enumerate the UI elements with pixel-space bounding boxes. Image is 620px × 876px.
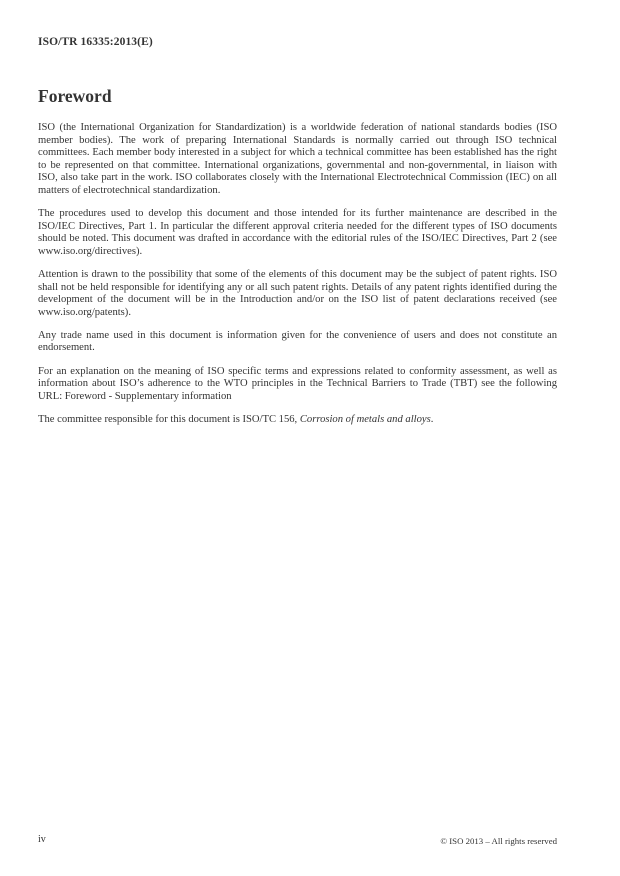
paragraph-procedures: The procedures used to develop this document and those intended for its further maintenance are described in the ISO/IEC Directives, Part 1. In particular the different approval criteria needed for the different types of ISO documents should be noted. This document was drafted in accordance with the editorial rules of the ISO/IEC Directives, Part 2 (see www.iso.org/directives).	[38, 208, 557, 257]
paragraph-iso-federation: ISO (the International Organization for Standardization) is a worldwide federation of national standards bodies (ISO member bodies). The work of preparing International Standards is normally carried out through ISO technical committees. Each member body interested in a subject for which a technical committee has been established has the right to be represented on that committee. International organizations, governmental and non-governmental, in liaison with ISO, also take part in the work. ISO collaborates closely with the International Electrotechnical Commission (IEC) on all matters of electrotechnical standardization.	[38, 122, 557, 196]
committee-text-suffix: .	[430, 413, 434, 425]
footer-page-number: iv	[38, 834, 46, 845]
paragraph-trade-name: Any trade name used in this document is information given for the convenience of users and does not constitute an endorsement.	[38, 329, 557, 354]
document-code: ISO/TR 16335:2013(E)	[38, 36, 153, 48]
paragraph-committee	[38, 414, 557, 427]
page-content	[38, 86, 557, 437]
paragraph-wto-tbt: For an explanation on the meaning of ISO specific terms and expressions related to conformity assessment, as well as information about ISO’s adherence to the WTO principles in the Technical Barriers to Trade (TBT) see the following URL: Foreword - Supplementary information	[38, 365, 557, 402]
paragraph-patent-rights: Attention is drawn to the possibility that some of the elements of this document may be the subject of patent rights. ISO shall not be held responsible for identifying any or all such patent rights. Details of any patent rights identified during the development of the document will be in the Introduction and/or on the ISO list of patent declarations received (see www.iso.org/patents).	[38, 268, 557, 318]
committee-name-italic: Corrosion of metals and alloys	[299, 413, 431, 425]
page-title: Foreword	[38, 86, 112, 106]
footer-copyright: © ISO 2013 – All rights reserved	[440, 836, 557, 846]
committee-text: The committee responsible for this document is ISO/TC 156,	[38, 413, 300, 425]
